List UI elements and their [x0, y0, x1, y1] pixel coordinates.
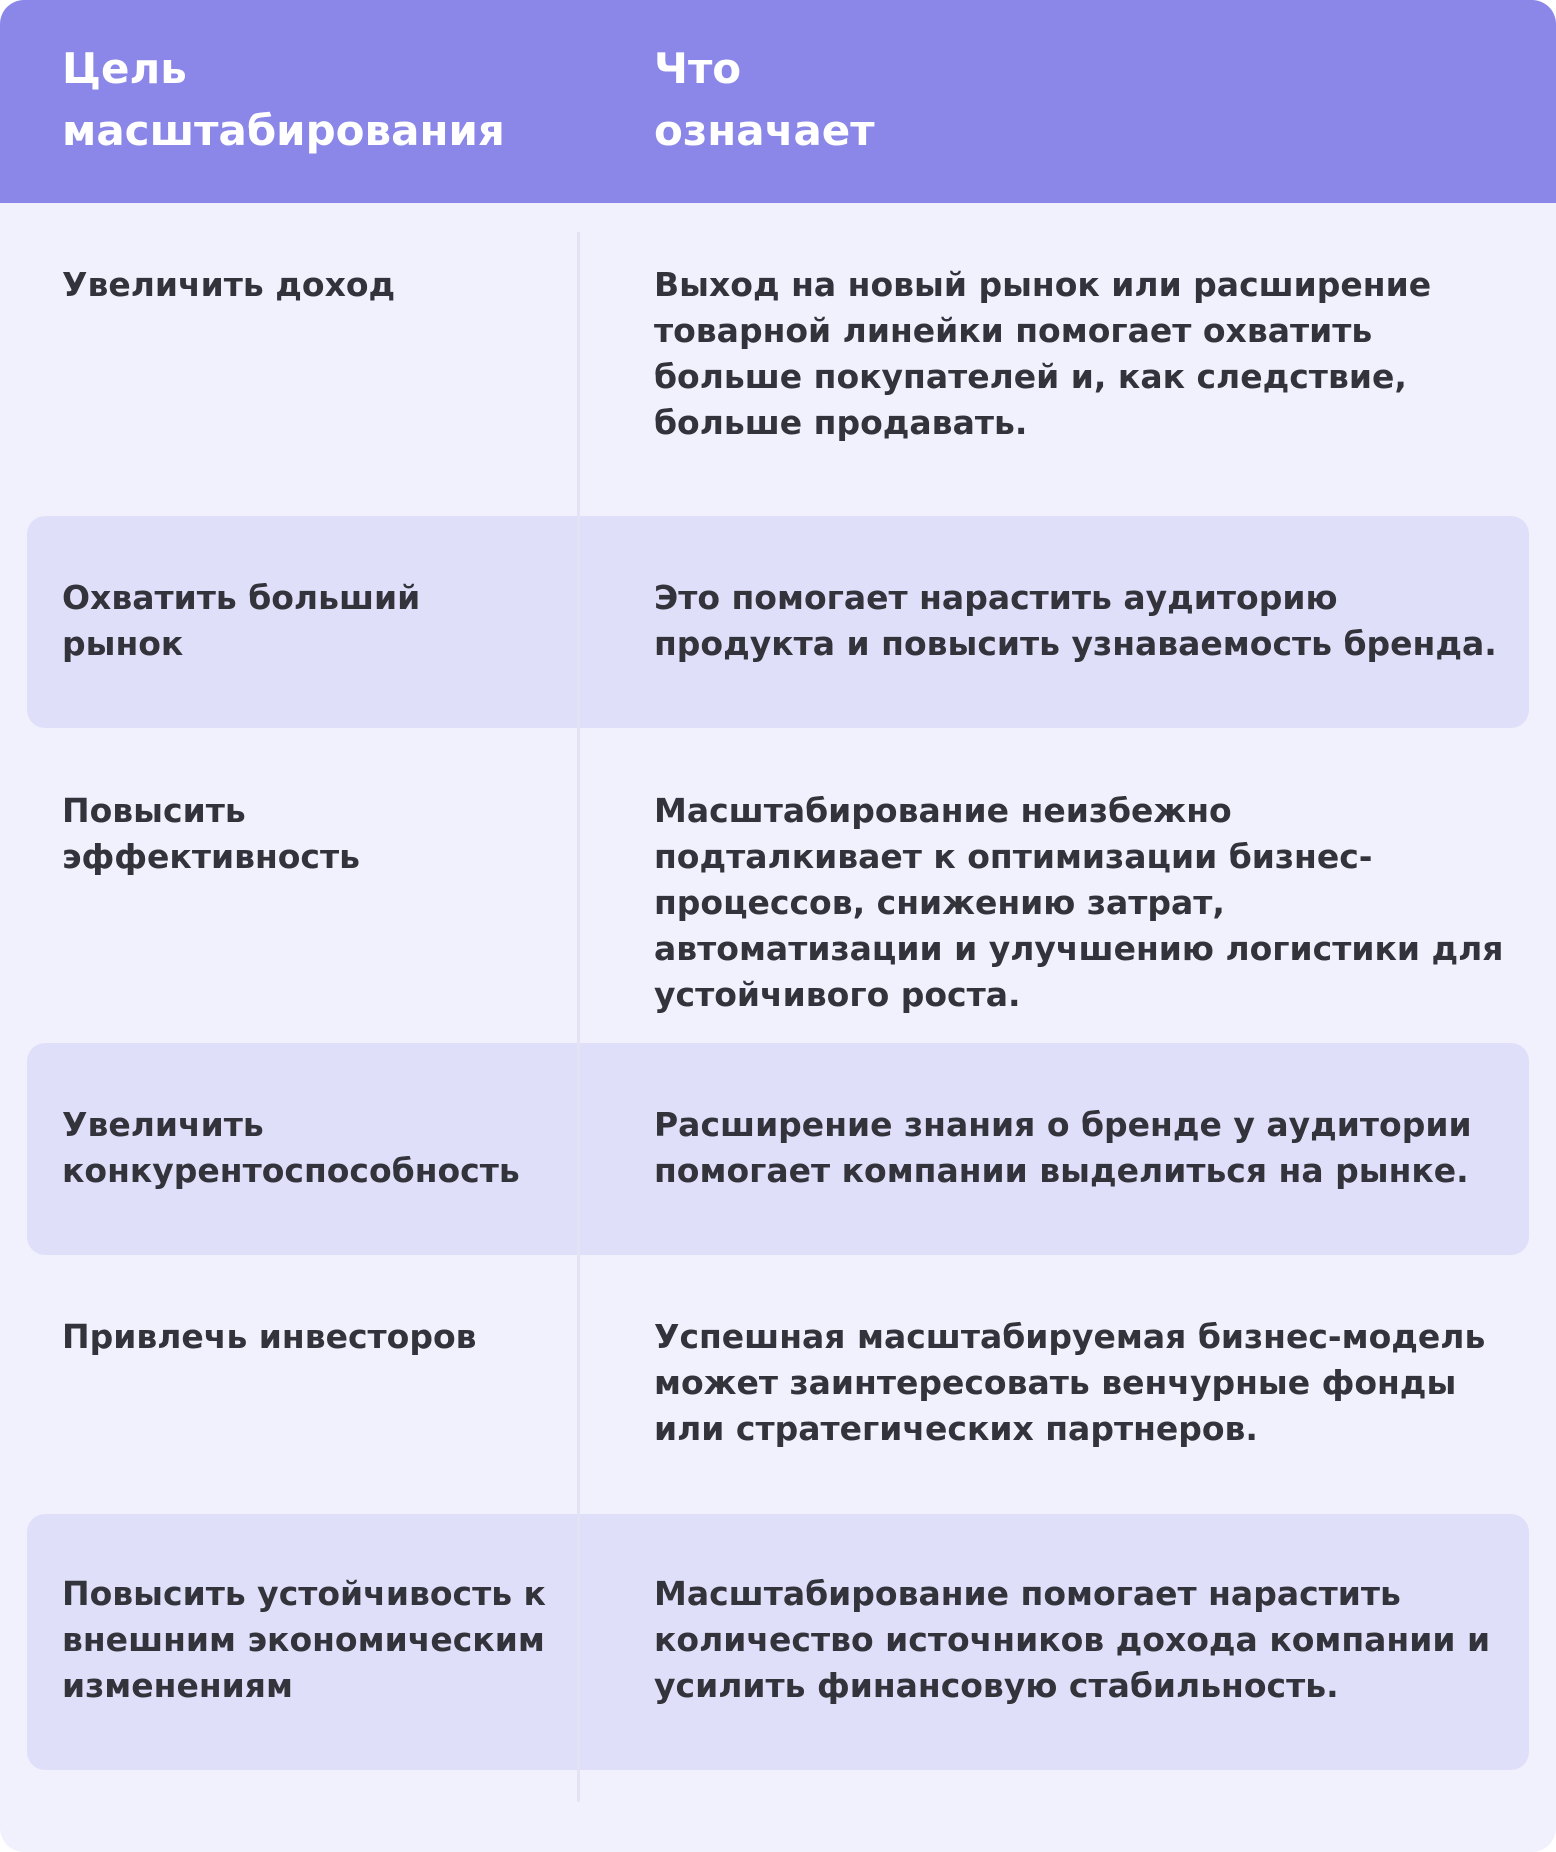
header-goal: Цель масштабирования	[62, 44, 505, 155]
row-meaning: Это помогает нарастить аудиторию продукта и повысить узнаваемость бренда.	[654, 578, 1497, 663]
row-goal: Повысить эффективность	[62, 791, 360, 876]
row-meaning: Выход на новый рынок или расширение товарной линейки помогает охватить больше покупателей и, как следствие, больше продавать.	[654, 265, 1432, 442]
row-meaning: Масштабирование помогает нарастить количество источников дохода компании и усилить финансовую стабильность.	[654, 1574, 1491, 1705]
row-goal: Охватить больший рынок	[62, 578, 421, 663]
column-divider	[577, 232, 580, 1802]
table-header	[0, 0, 1556, 203]
row-goal: Увеличить доход	[62, 265, 396, 304]
row-meaning: Масштабирование неизбежно подталкивает к оптимизации бизнес-процессов, снижению затрат, автоматизации и улучшению логистики для устойчивого роста.	[654, 791, 1504, 1014]
row-meaning: Успешная масштабируемая бизнес-модель может заинтересовать венчурные фонды или стратегических партнеров.	[654, 1317, 1486, 1448]
row-goal: Привлечь инвесторов	[62, 1317, 477, 1356]
header-meaning: Что означает	[654, 44, 875, 155]
row-goal: Увеличить конкурентоспособность	[62, 1105, 520, 1190]
row-goal: Повысить устойчивость к внешним экономическим изменениям	[62, 1574, 546, 1705]
row-meaning: Расширение знания о бренде у аудитории помогает компании выделиться на рынке.	[654, 1105, 1472, 1190]
